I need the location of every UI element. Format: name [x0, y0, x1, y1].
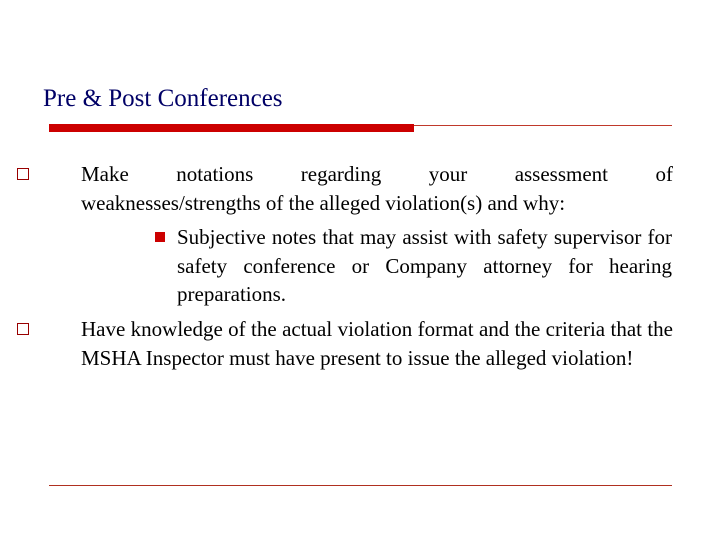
bullet-item-1-line1: Make notations regarding your assessment of: [81, 162, 673, 186]
bullet-item-1-rest: weaknesses/strengths of the alleged violation(s) and why:: [81, 190, 566, 215]
bullet-item-2: Have knowledge of the actual violation format and the criteria that the MSHA Inspector must have present to issue the alleged violation!: [81, 317, 673, 370]
hollow-square-icon: [17, 168, 29, 180]
title-underline-thin: [414, 125, 672, 126]
slide-title: Pre & Post Conferences: [43, 85, 283, 112]
hollow-square-icon: [17, 323, 29, 335]
title-underline-thick: [49, 124, 414, 132]
bullet-item-1: [81, 160, 673, 217]
bullet-item-1-sub-1: Subjective notes that may assist with safety supervisor for safety conference or Company attorney for hearing preparations.: [177, 225, 672, 306]
filled-square-icon: [155, 232, 165, 242]
footer-rule: [49, 485, 672, 486]
